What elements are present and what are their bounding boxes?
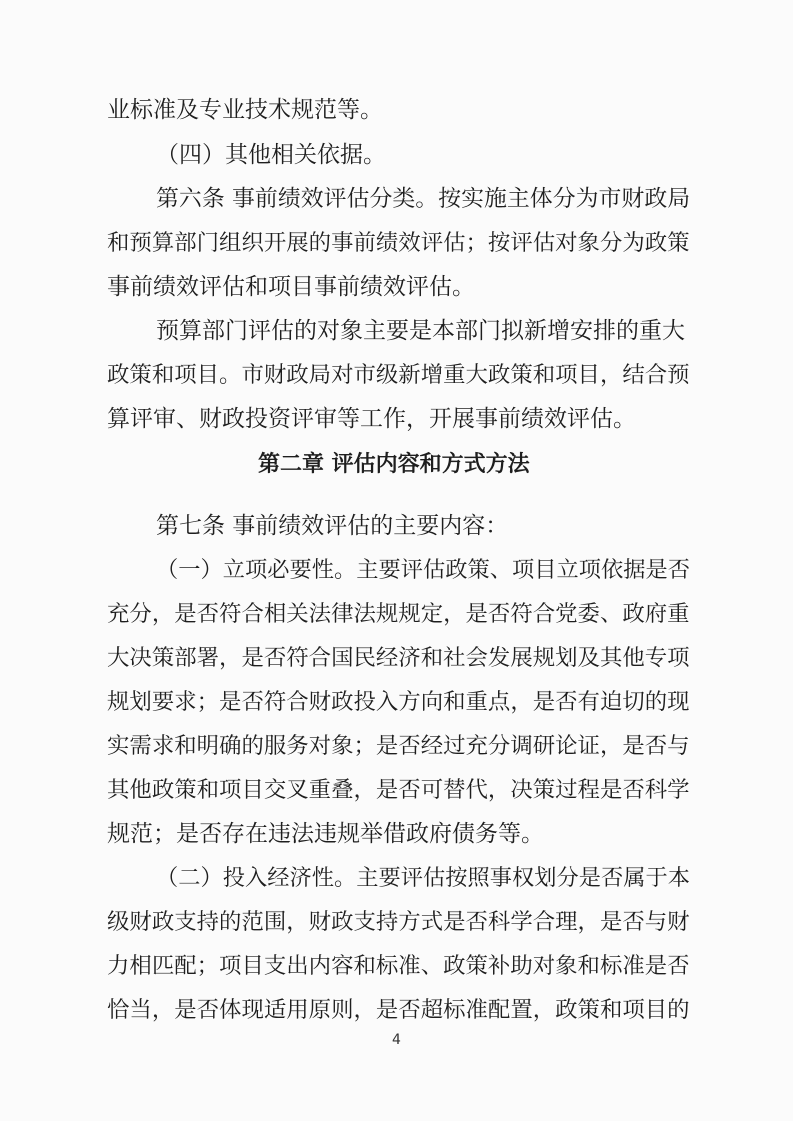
text-line: 第七条 事前绩效评估的主要内容：: [156, 513, 509, 539]
text-line: 规范；是否存在违法违规举借政府债务等。: [107, 821, 544, 847]
text-line: （一）立项必要性。主要评估政策、项目立项依据是否: [156, 557, 690, 583]
text-line: 大决策部署，是否符合国民经济和社会发展规划及其他专项: [107, 645, 690, 671]
text-line: （二）投入经济性。主要评估按照事权划分是否属于本: [156, 865, 690, 891]
text-line: 第六条 事前绩效评估分类。按实施主体分为市财政局: [156, 186, 691, 212]
text-line: 恰当，是否体现适用原则，是否超标准配置，政策和项目的: [107, 997, 690, 1023]
text-line: 其他政策和项目交叉重叠，是否可替代，决策过程是否科学: [107, 777, 690, 803]
text-line: 政策和项目。市财政局对市级新增重大政策和项目，结合预: [107, 362, 690, 388]
text-line: 业标准及专业技术规范等。: [107, 97, 383, 123]
page-number: 4: [392, 1032, 401, 1048]
text-line: 级财政支持的范围，财政支持方式是否科学合理，是否与财: [107, 909, 690, 935]
text-line: 算评审、财政投资评审等工作，开展事前绩效评估。: [107, 406, 636, 432]
text-line: 和预算部门组织开展的事前绩效评估；按评估对象分为政策: [107, 230, 690, 256]
text-line: 预算部门评估的对象主要是本部门拟新增安排的重大: [156, 318, 685, 344]
text-line: （四）其他相关依据。: [156, 142, 386, 168]
text-line: 力相匹配；项目支出内容和标准、政策补助对象和标准是否: [107, 953, 690, 979]
text-line: 事前绩效评估和项目事前绩效评估。: [107, 274, 475, 300]
text-line: 规划要求；是否符合财政投入方向和重点，是否有迫切的现: [107, 689, 690, 715]
chapter-heading: 第二章 评估内容和方式方法: [258, 452, 530, 477]
text-line: 充分，是否符合相关法律法规规定，是否符合党委、政府重: [107, 601, 690, 627]
text-line: 实需求和明确的服务对象；是否经过充分调研论证，是否与: [107, 733, 690, 759]
